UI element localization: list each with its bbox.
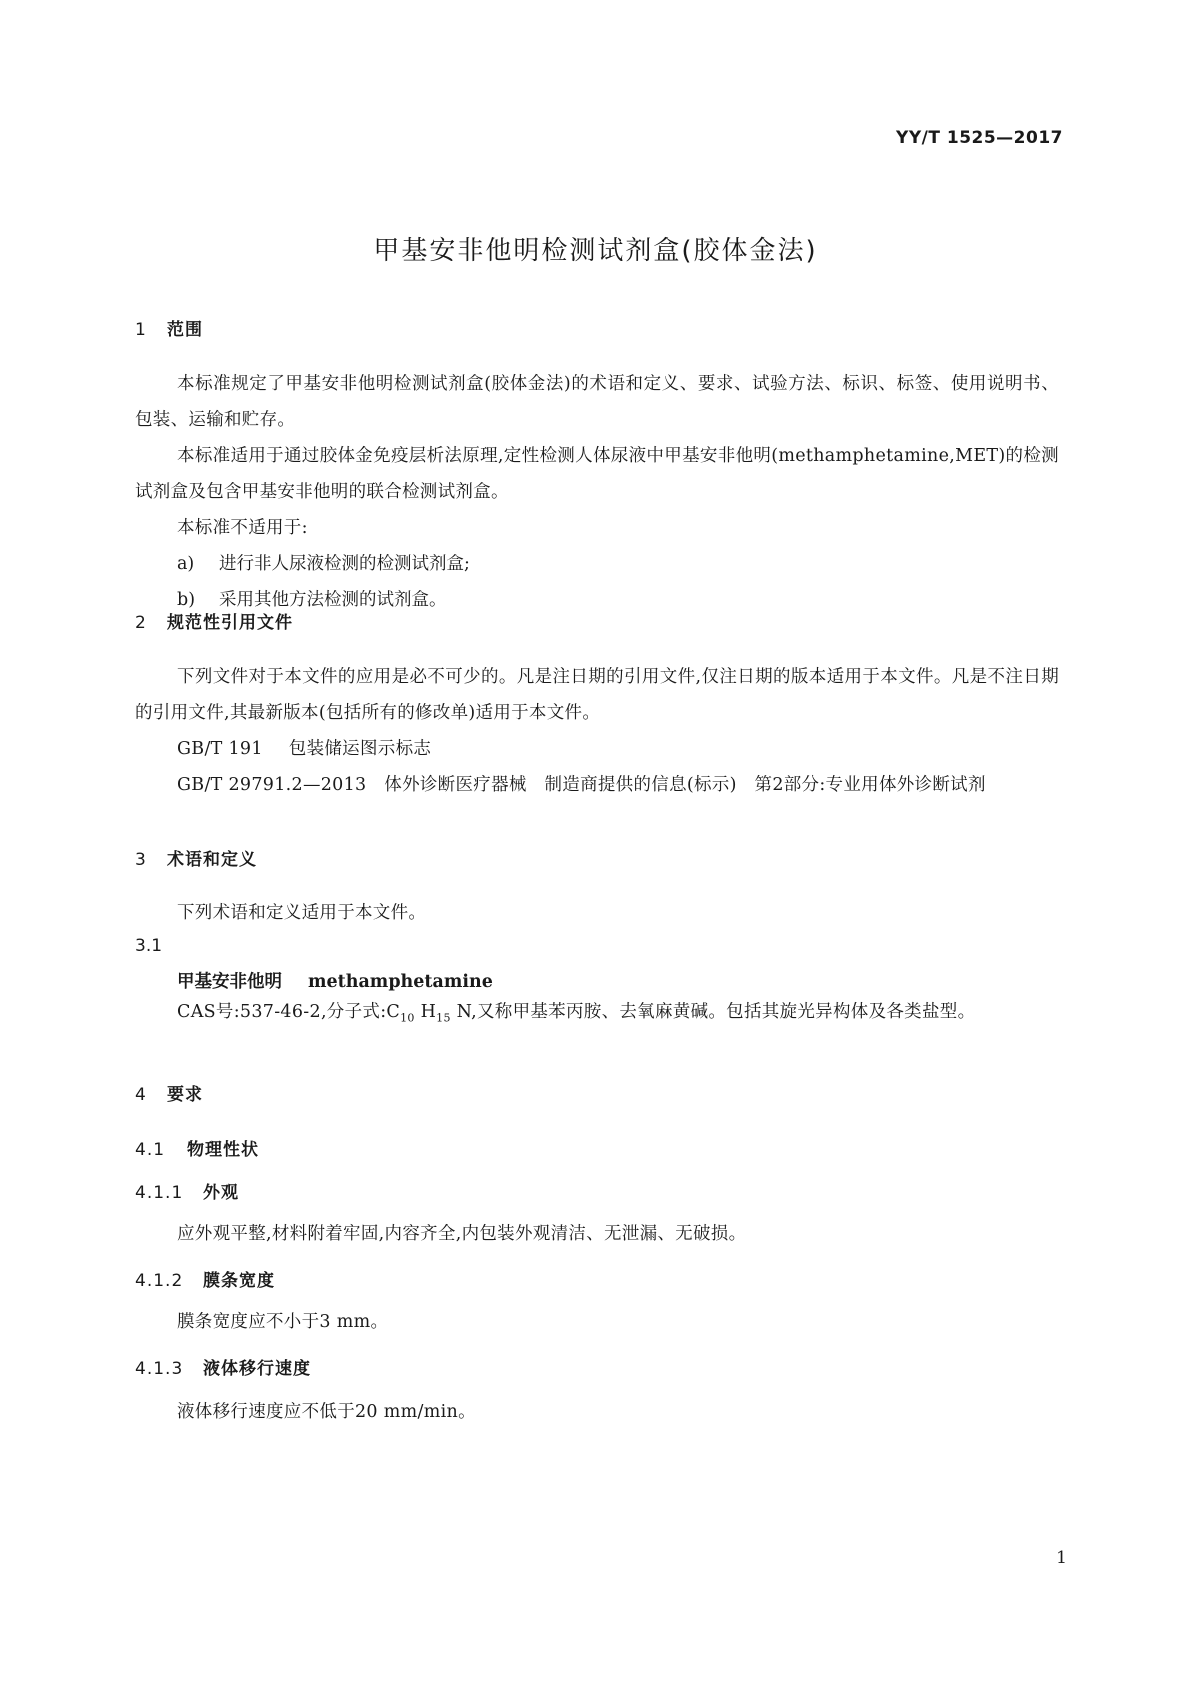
list-text: 进行非人尿液检测的检测试剂盒; <box>219 554 470 574</box>
term-english: methamphetamine <box>308 972 493 992</box>
definition-suffix: N,又称甲基苯丙胺、去氧麻黄碱。包括其旋光异构体及各类盐型。 <box>456 1002 976 1022</box>
section-title: 外观 <box>203 1183 239 1203</box>
section-4-1-2-text: 膜条宽度应不小于3 mm。 <box>177 1312 389 1332</box>
reference-title: 包装储运图示标志 <box>288 739 432 759</box>
term-definition <box>135 994 1059 1037</box>
section-4-1-heading <box>135 1135 259 1160</box>
section-title: 物理性状 <box>187 1140 259 1160</box>
reference-gbt-191 <box>177 731 431 767</box>
section-1-heading <box>135 315 203 340</box>
section-2-heading <box>135 608 293 633</box>
standard-code: YY/T 1525—2017 <box>896 128 1063 148</box>
section-title: 规范性引用文件 <box>167 613 293 633</box>
term-chinese: 甲基安非他明 <box>177 972 282 992</box>
section-number: 4.1 <box>135 1140 166 1160</box>
list-marker: b) <box>177 590 196 610</box>
list-marker: a) <box>177 554 195 574</box>
page-number: 1 <box>1056 1548 1067 1568</box>
section-title: 液体移行速度 <box>203 1359 311 1379</box>
definition-prefix: CAS号:537-46-2,分子式:C <box>177 1002 401 1022</box>
term-number: 3.1 <box>135 936 163 956</box>
section-1-paragraph-3: 本标准不适用于: <box>177 518 308 538</box>
reference-gbt-29791: GB/T 29791.2—2013 体外诊断医疗器械 制造商提供的信息(标示) 第2部分:专业用体外诊断试剂 <box>177 775 986 795</box>
section-title: 范围 <box>167 320 203 340</box>
section-title: 膜条宽度 <box>203 1271 275 1291</box>
formula-hydrogen-count: 15 <box>436 1011 451 1025</box>
section-1-paragraph-1: 本标准规定了甲基安非他明检测试剂盒(胶体金法)的术语和定义、要求、试验方法、标识、标签、使用说明书、包装、运输和贮存。 <box>135 374 1059 430</box>
formula-carbon-count: 10 <box>400 1011 415 1025</box>
section-4-1-2-heading <box>135 1266 275 1291</box>
formula-hydrogen-label: H <box>420 1002 437 1022</box>
section-number: 2 <box>135 613 147 633</box>
section-4-1-1-heading <box>135 1178 239 1203</box>
section-3-paragraph-1: 下列术语和定义适用于本文件。 <box>177 903 427 923</box>
section-4-1-3-text: 液体移行速度应不低于20 mm/min。 <box>177 1402 476 1422</box>
section-2-paragraph-1: 下列文件对于本文件的应用是必不可少的。凡是注日期的引用文件,仅注日期的版本适用于本文件。凡是不注日期的引用文件,其最新版本(包括所有的修改单)适用于本文件。 <box>135 667 1059 723</box>
section-number: 3 <box>135 850 147 870</box>
section-number: 4.1.1 <box>135 1183 184 1203</box>
section-4-1-3-heading <box>135 1354 311 1379</box>
list-text: 采用其他方法检测的试剂盒。 <box>219 590 447 610</box>
section-3-heading <box>135 845 257 870</box>
reference-code: GB/T 191 <box>177 739 263 759</box>
section-number: 4 <box>135 1085 147 1105</box>
section-1-paragraph-2: 本标准适用于通过胶体金免疫层析法原理,定性检测人体尿液中甲基安非他明(methamphetamine,MET)的检测试剂盒及包含甲基安非他明的联合检测试剂盒。 <box>135 446 1059 502</box>
term-entry <box>177 968 493 993</box>
section-title: 要求 <box>167 1085 203 1105</box>
section-title: 术语和定义 <box>167 850 257 870</box>
section-number: 4.1.2 <box>135 1271 184 1291</box>
section-number: 1 <box>135 320 147 340</box>
section-4-heading <box>135 1080 203 1105</box>
list-item-a <box>177 546 470 582</box>
document-title: 甲基安非他明检测试剂盒(胶体金法) <box>373 236 818 266</box>
section-number: 4.1.3 <box>135 1359 184 1379</box>
section-4-1-1-text: 应外观平整,材料附着牢固,内容齐全,内包装外观清洁、无泄漏、无破损。 <box>177 1224 747 1244</box>
